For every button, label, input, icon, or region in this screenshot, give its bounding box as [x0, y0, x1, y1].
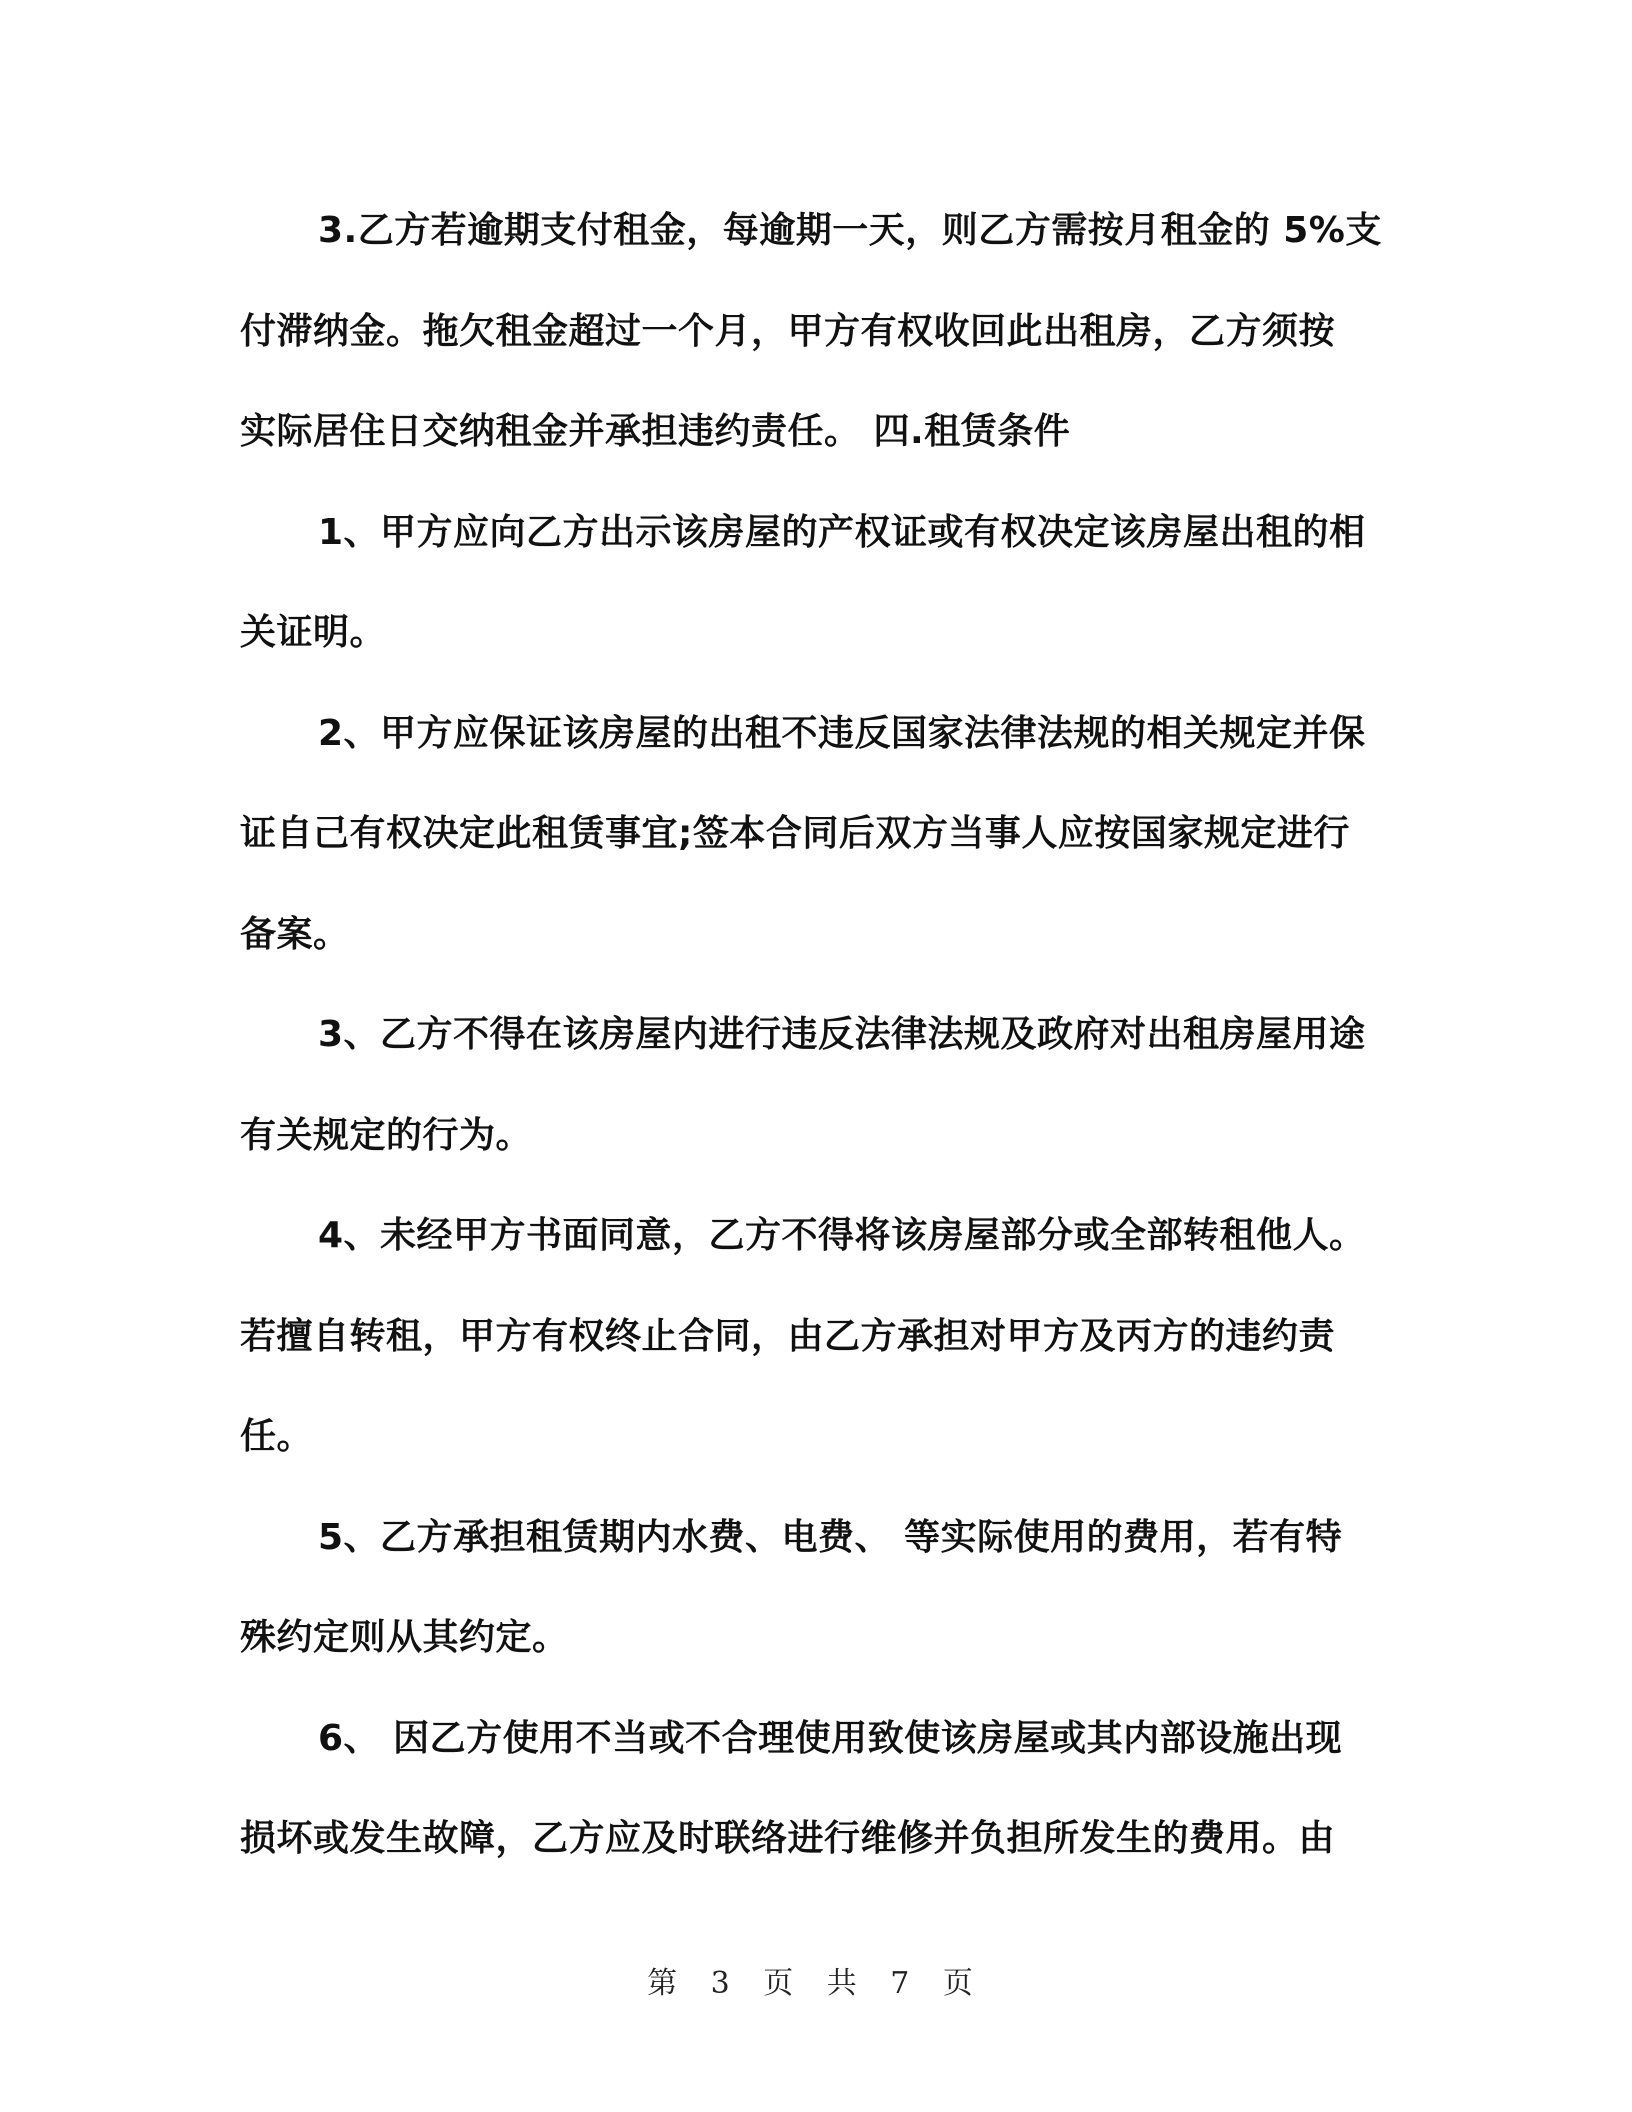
text-line: 6、 因乙方使用不当或不合理使用致使该房屋或其内部设施出现: [318, 1717, 1343, 1759]
text-line: 任。: [240, 1416, 314, 1457]
text-line: 殊约定则从其约定。: [240, 1617, 569, 1658]
text-line: 付滞纳金。拖欠租金超过一个月，甲方有权收回此出租房，乙方须按: [240, 310, 1336, 352]
text-line: 备案。: [240, 913, 350, 955]
text-line: 若擅自转租，甲方有权终止合同，由乙方承担对甲方及丙方的违约责: [240, 1315, 1336, 1357]
page-number-footer: 第 3 页 共 7 页: [647, 1966, 985, 2001]
text-line: 4、未经甲方书面同意，乙方不得将该房屋部分或全部转租他人。: [318, 1215, 1366, 1256]
text-line: 5、乙方承担租赁期内水费、电费、 等实际使用的费用，若有特: [318, 1516, 1343, 1558]
text-line: 3、乙方不得在该房屋内进行违反法律法规及政府对出租房屋用途: [318, 1014, 1366, 1055]
text-line: 实际居住日交纳租金并承担违约责任。 四.租赁条件: [240, 411, 1071, 452]
text-line: 1、甲方应向乙方出示该房屋的产权证或有权决定该房屋出租的相: [318, 511, 1366, 553]
text-line: 2、甲方应保证该房屋的出租不违反国家法律法规的相关规定并保: [318, 712, 1366, 754]
text-line: 有关规定的行为。: [240, 1114, 533, 1156]
text-line: 证自己有权决定此租赁事宜;签本合同后双方当事人应按国家规定进行: [240, 813, 1350, 854]
text-line: 关证明。: [240, 612, 387, 653]
text-line: 损坏或发生故障，乙方应及时联络进行维修并负担所发生的费用。由: [240, 1818, 1336, 1859]
text-line: 3.乙方若逾期支付租金，每逾期一天，则乙方需按月租金的 5%支: [318, 210, 1382, 251]
contract-body: [240, 181, 1380, 1890]
